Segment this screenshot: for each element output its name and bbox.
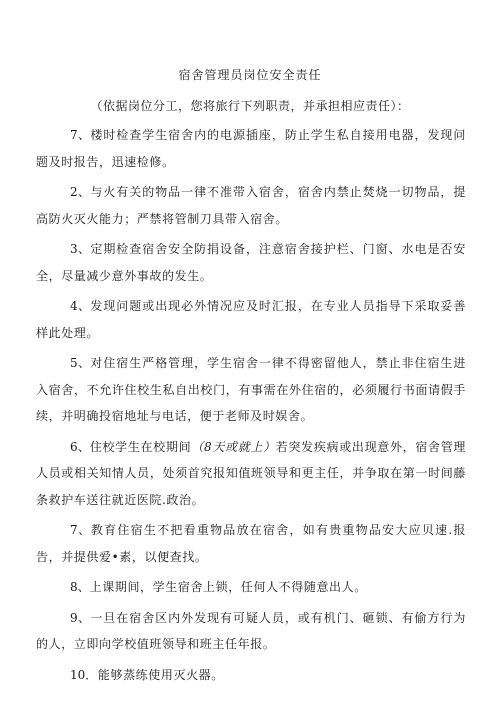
list-item: 7、教育住宿生不把看重物品放在宿舍，如有贵重物品安大应贝速.报告，并提供爱•素，以便查找。 bbox=[36, 523, 467, 564]
document-title: 宿舍管理员岗位安全责任 bbox=[178, 68, 322, 82]
list-item: 5、对住宿生严格管理，学生宿舍一律不得密留他人，禁止非住宿生进入宿舍，不允许住校生私自出校门，有事需在外住宿的，必须履行书面请假手续，并明确投宿地址与电话，便于老师及时娱舍。 bbox=[36, 356, 467, 423]
list-item: 3、定期检查宿舍安全防捐设备，注意宿舍接护栏、门窗、水电是否安全，尽量减少意外事故的发生。 bbox=[36, 242, 467, 283]
document-subtitle: （依据岗位分工，您将旅行下列职责，并承担相应责任）： bbox=[90, 99, 410, 113]
list-item: 8、上课期间，学生宿舍上锁，任何人不得随意出人。 bbox=[70, 580, 367, 594]
list-item: 10．能够蒸练使用灭火器。 bbox=[70, 667, 224, 682]
list-item: 7、楼时检查学生宿舍内的电源插座，防止学生私自接用电器，发现问题及时报告，迅速检修。 bbox=[36, 128, 467, 169]
list-item: 6、住校学生在校期间（8天或就上）若突发疾病或出现意外，宿舍管理人员或相关知情人员，处须首究报知值班领导和更主任，并争取在第一时间藤条救护车送往就近医院.政治。 bbox=[36, 439, 466, 507]
list-item: 2、与火有关的物品一律不准带入宿舍，宿舍内禁止焚烧一切物品，提高防火灭火能力；严禁将管制刀具带入宿舍。 bbox=[36, 185, 467, 226]
responsibility-list bbox=[36, 122, 466, 692]
list-item: 4、发现问题或出现必外情况应及时汇报，在专业人员指导下采取妥善样此处理。 bbox=[36, 299, 467, 340]
list-item: 9、一旦在宿舍区内外发现有可疑人员，或有机门、砸锁、有偷方行为的人，立即向学校值班领导和班主任年报。 bbox=[36, 610, 467, 651]
